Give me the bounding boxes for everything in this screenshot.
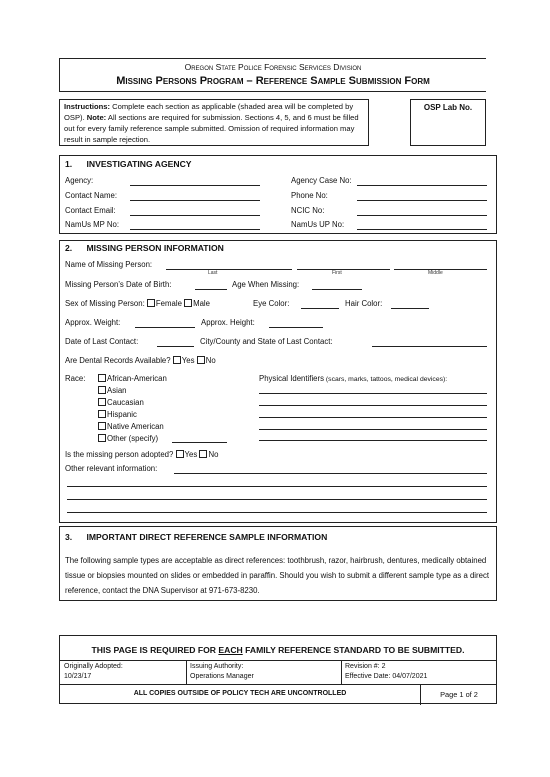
race-checkbox[interactable] — [98, 386, 106, 394]
first-name-field[interactable] — [297, 269, 390, 270]
male-checkbox[interactable] — [184, 299, 192, 307]
physical-identifiers-label: Physical Identifiers (scars, marks, tattoos, medical devices): — [259, 374, 448, 383]
namus-mp-field[interactable] — [130, 229, 260, 230]
contact-name-label: Contact Name: — [65, 191, 118, 200]
namus-up-label: NamUs UP No: — [291, 220, 345, 229]
physical-identifiers-field[interactable] — [259, 405, 487, 406]
height-label: Approx. Height: — [201, 318, 255, 327]
originally-adopted-label: Originally Adopted: — [64, 663, 123, 670]
agency-label: Agency: — [65, 176, 94, 185]
section-2-title: 2. MISSING PERSON INFORMATION — [65, 243, 224, 253]
race-checkbox[interactable] — [98, 410, 106, 418]
form-header — [59, 58, 486, 92]
footer-rule — [60, 660, 496, 661]
sex-row: Sex of Missing Person: Female Male — [65, 299, 210, 308]
other-info-label: Other relevant information: — [65, 464, 158, 473]
dental-yes-checkbox[interactable] — [173, 356, 181, 364]
first-caption: First — [332, 270, 342, 276]
division-name: Oregon State Police Forensic Services Division — [184, 62, 362, 72]
footer-table — [59, 635, 497, 704]
uncontrolled-notice: ALL COPIES OUTSIDE OF POLICY TECH ARE UNCONTROLLED — [133, 690, 347, 697]
section-investigating-agency — [59, 155, 497, 234]
issuing-authority: Operations Manager — [190, 673, 254, 680]
ncic-label: NCIC No: — [291, 206, 325, 215]
female-checkbox[interactable] — [147, 299, 155, 307]
weight-label: Approx. Weight: — [65, 318, 121, 327]
physical-identifiers-field[interactable] — [259, 440, 487, 441]
footer-divider — [341, 660, 342, 684]
dob-label: Missing Person’s Date of Birth: — [65, 280, 172, 289]
section-direct-reference — [59, 526, 497, 601]
contact-email-label: Contact Email: — [65, 206, 116, 215]
race-option: Other (specify) — [98, 434, 158, 443]
last-contact-field[interactable] — [157, 346, 194, 347]
dob-field[interactable] — [195, 289, 227, 290]
race-option: Native American — [98, 422, 164, 431]
instructions-text: Instructions: Complete each section as applicable (shaded area will be completed by OSP). Note: All sections are required for submission. Sections 4, 5, and 6 must be filled out for every family reference sample submitted. Omission of required information may result in sample rejection. — [64, 102, 359, 144]
last-name-field[interactable] — [166, 269, 292, 270]
weight-field[interactable] — [135, 327, 195, 328]
direct-reference-text: The following sample types are acceptable as direct references: toothbrush, razor, hairbrush, dentures, medically obtained tissue or biopsies mounted on slides or embedded in paraffin. Should you wish to submit a different sample type as a direct reference, contact the DNA Supervisor at 971-673-8230. — [65, 556, 490, 595]
race-option: Hispanic — [98, 410, 137, 419]
section-missing-person — [59, 240, 497, 523]
originally-adopted-date: 10/23/17 — [64, 673, 92, 680]
physical-identifiers-field[interactable] — [259, 417, 487, 418]
lab-number-label: OSP Lab No. — [423, 103, 473, 112]
effective-date: Effective Date: 04/07/2021 — [345, 673, 428, 680]
missing-name-label: Name of Missing Person: — [65, 260, 153, 269]
footer-divider — [186, 660, 187, 684]
race-checkbox[interactable] — [98, 422, 106, 430]
other-info-field[interactable] — [67, 512, 487, 513]
physical-identifiers-field[interactable] — [259, 429, 487, 430]
adopted-row: Is the missing person adopted? Yes No — [65, 450, 219, 459]
middle-caption: Middle — [428, 270, 443, 276]
other-info-field[interactable] — [67, 486, 487, 487]
race-checkbox[interactable] — [98, 398, 106, 406]
last-contact-label: Date of Last Contact: — [65, 337, 139, 346]
agency-case-field[interactable] — [357, 185, 487, 186]
race-option: African-American — [98, 374, 167, 383]
agency-field[interactable] — [130, 185, 260, 186]
contact-name-field[interactable] — [130, 200, 260, 201]
contact-email-field[interactable] — [130, 215, 260, 216]
form-title: Missing Persons Program – Reference Sample Submission Form — [116, 75, 430, 87]
footer-rule — [60, 684, 496, 685]
race-label: Race: — [65, 374, 86, 383]
issuing-authority-label: Issuing Authority: — [190, 663, 244, 670]
hair-color-field[interactable] — [391, 308, 429, 309]
phone-label: Phone No: — [291, 191, 328, 200]
other-info-field[interactable] — [67, 499, 487, 500]
phone-field[interactable] — [357, 200, 487, 201]
age-field[interactable] — [312, 289, 362, 290]
namus-up-field[interactable] — [357, 229, 487, 230]
eye-color-field[interactable] — [301, 308, 339, 309]
dental-row: Are Dental Records Available? Yes No — [65, 356, 216, 365]
last-caption: Last — [208, 270, 218, 276]
city-label: City/County and State of Last Contact: — [200, 337, 333, 346]
adopted-yes-checkbox[interactable] — [176, 450, 184, 458]
header-rule — [59, 91, 486, 92]
other-info-field[interactable] — [174, 473, 487, 474]
eye-color-label: Eye Color: — [253, 299, 290, 308]
adopted-no-checkbox[interactable] — [199, 450, 207, 458]
page-number: Page 1 of 2 — [440, 690, 478, 699]
city-field[interactable] — [372, 346, 487, 347]
race-option: Asian — [98, 386, 127, 395]
hair-color-label: Hair Color: — [345, 299, 383, 308]
agency-case-label: Agency Case No: — [291, 176, 352, 185]
ncic-field[interactable] — [357, 215, 487, 216]
physical-identifiers-field[interactable] — [259, 393, 487, 394]
race-other-field[interactable] — [172, 442, 227, 443]
race-checkbox[interactable] — [98, 374, 106, 382]
section-1-title: 1. INVESTIGATING AGENCY — [65, 159, 192, 169]
height-field[interactable] — [269, 327, 323, 328]
dental-no-checkbox[interactable] — [197, 356, 205, 364]
age-label: Age When Missing: — [232, 280, 300, 289]
section-3-title: 3. IMPORTANT DIRECT REFERENCE SAMPLE INFORMATION — [65, 532, 328, 542]
instructions-box — [59, 99, 369, 146]
revision-number: Revision #: 2 — [345, 663, 386, 670]
required-notice: THIS PAGE IS REQUIRED FOR EACH FAMILY REFERENCE STANDARD TO BE SUBMITTED. — [91, 645, 465, 655]
race-checkbox[interactable] — [98, 434, 106, 442]
race-option: Caucasian — [98, 398, 144, 407]
namus-mp-label: NamUs MP No: — [65, 220, 120, 229]
lab-number-box — [410, 99, 486, 146]
